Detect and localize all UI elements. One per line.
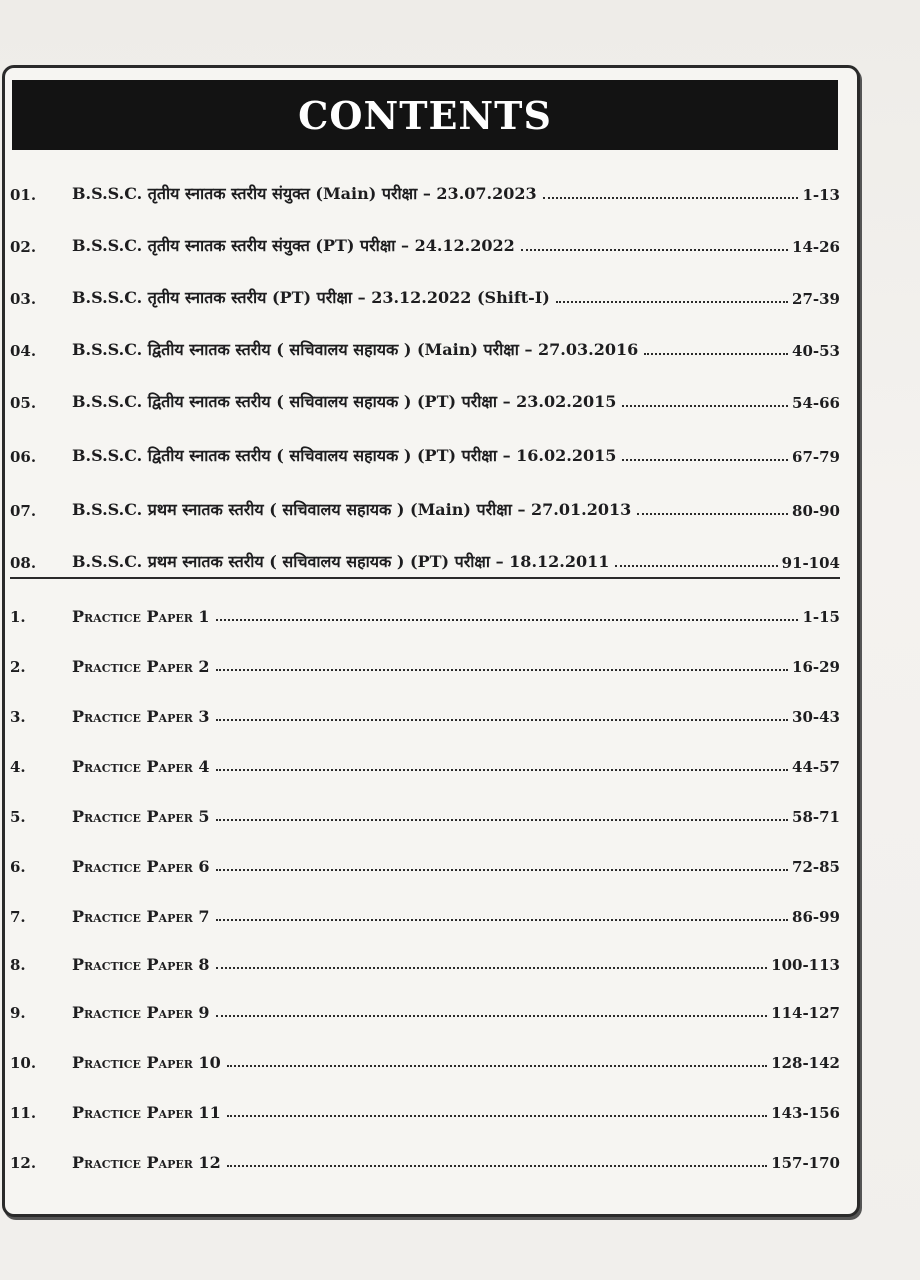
dot-leader: [216, 819, 788, 821]
toc-row-practice-3[interactable]: [10, 696, 840, 726]
toc-title: Practice Paper 10: [72, 1053, 221, 1072]
dot-leader: [227, 1065, 767, 1067]
page-title: CONTENTS: [298, 92, 552, 138]
toc-title: Practice Paper 3: [72, 707, 210, 726]
toc-title: Practice Paper 5: [72, 807, 210, 826]
toc-number: 07.: [10, 502, 37, 520]
toc-number: 4.: [10, 758, 26, 776]
toc-number: 05.: [10, 394, 37, 412]
dot-leader: [543, 197, 799, 199]
toc-number: 9.: [10, 1004, 26, 1022]
toc-pages: 72-85: [792, 858, 840, 876]
toc-title: Practice Paper 4: [72, 757, 210, 776]
toc-number: 1.: [10, 608, 26, 626]
toc-title: B.S.S.C. द्वितीय स्नातक स्तरीय ( सचिवालय सहायक ) (Main) परीक्षा – 27.03.2016: [72, 340, 639, 359]
toc-row-practice-11[interactable]: [10, 1092, 840, 1122]
toc-number: 01.: [10, 186, 37, 204]
dot-leader: [615, 565, 777, 567]
toc-number: 7.: [10, 908, 26, 926]
dot-leader: [216, 619, 799, 621]
toc-row-practice-10[interactable]: [10, 1042, 840, 1072]
section-divider: [10, 577, 840, 579]
dot-leader: [216, 919, 788, 921]
toc-number: 5.: [10, 808, 26, 826]
toc-pages: 100-113: [771, 956, 840, 974]
toc-row-practice-12[interactable]: [10, 1142, 840, 1172]
toc-number: 6.: [10, 858, 26, 876]
toc-title: B.S.S.C. द्वितीय स्नातक स्तरीय ( सचिवालय सहायक ) (PT) परीक्षा – 16.02.2015: [72, 446, 617, 465]
toc-pages: 157-170: [771, 1154, 840, 1172]
toc-title: B.S.S.C. तृतीय स्नातक स्तरीय संयुक्त (PT) परीक्षा – 24.12.2022: [72, 236, 515, 255]
toc-number: 10.: [10, 1054, 37, 1072]
dot-leader: [216, 669, 788, 671]
toc-number: 3.: [10, 708, 26, 726]
toc-row-exam-06[interactable]: [10, 436, 840, 466]
toc-row-exam-01[interactable]: [10, 174, 840, 204]
toc-pages: 86-99: [792, 908, 840, 926]
toc-number: 03.: [10, 290, 37, 308]
dot-leader: [216, 967, 768, 969]
contents-header: [12, 80, 838, 150]
toc-number: 06.: [10, 448, 37, 466]
toc-pages: 143-156: [771, 1104, 840, 1122]
toc-title: Practice Paper 6: [72, 857, 210, 876]
toc-row-practice-2[interactable]: [10, 646, 840, 676]
toc-pages: 16-29: [792, 658, 840, 676]
toc-row-exam-08[interactable]: [10, 542, 840, 572]
toc-pages: 114-127: [771, 1004, 840, 1022]
toc-row-practice-1[interactable]: [10, 596, 840, 626]
toc-pages: 14-26: [792, 238, 840, 256]
toc-row-practice-5[interactable]: [10, 796, 840, 826]
dot-leader: [556, 301, 788, 303]
toc-pages: 80-90: [792, 502, 840, 520]
toc-row-practice-8[interactable]: [10, 944, 840, 974]
dot-leader: [216, 719, 788, 721]
toc-number: 2.: [10, 658, 26, 676]
toc-pages: 54-66: [792, 394, 840, 412]
toc-title: B.S.S.C. द्वितीय स्नातक स्तरीय ( सचिवालय सहायक ) (PT) परीक्षा – 23.02.2015: [72, 392, 617, 411]
toc-row-exam-05[interactable]: [10, 382, 840, 412]
toc-title: Practice Paper 1: [72, 607, 210, 626]
dot-leader: [622, 405, 788, 407]
toc-number: 12.: [10, 1154, 37, 1172]
toc-title: B.S.S.C. प्रथम स्नातक स्तरीय ( सचिवालय सहायक ) (Main) परीक्षा – 27.01.2013: [72, 500, 632, 519]
toc-pages: 27-39: [792, 290, 840, 308]
toc-number: 11.: [10, 1104, 37, 1122]
toc-row-practice-9[interactable]: [10, 992, 840, 1022]
toc-title: Practice Paper 9: [72, 1003, 210, 1022]
dot-leader: [227, 1115, 767, 1117]
dot-leader: [216, 1015, 768, 1017]
toc-row-exam-04[interactable]: [10, 330, 840, 360]
toc-pages: 44-57: [792, 758, 840, 776]
toc-number: 8.: [10, 956, 26, 974]
toc-title: Practice Paper 11: [72, 1103, 221, 1122]
toc-pages: 128-142: [771, 1054, 840, 1072]
toc-title: Practice Paper 2: [72, 657, 210, 676]
toc-title: Practice Paper 12: [72, 1153, 221, 1172]
toc-title: B.S.S.C. प्रथम स्नातक स्तरीय ( सचिवालय सहायक ) (PT) परीक्षा – 18.12.2011: [72, 552, 610, 571]
toc-pages: 67-79: [792, 448, 840, 466]
toc-number: 08.: [10, 554, 37, 572]
toc-title: Practice Paper 8: [72, 955, 210, 974]
toc-title: B.S.S.C. तृतीय स्नातक स्तरीय संयुक्त (Main) परीक्षा – 23.07.2023: [72, 184, 537, 203]
dot-leader: [644, 353, 788, 355]
dot-leader: [637, 513, 788, 515]
toc-row-exam-03[interactable]: [10, 278, 840, 308]
toc-pages: 1-15: [802, 608, 840, 626]
toc-title: B.S.S.C. तृतीय स्नातक स्तरीय (PT) परीक्षा – 23.12.2022 (Shift-I): [72, 288, 550, 307]
dot-leader: [622, 459, 788, 461]
toc-pages: 30-43: [792, 708, 840, 726]
toc-title: Practice Paper 7: [72, 907, 210, 926]
toc-number: 04.: [10, 342, 37, 360]
toc-number: 02.: [10, 238, 37, 256]
toc-pages: 1-13: [802, 186, 840, 204]
toc-row-practice-7[interactable]: [10, 896, 840, 926]
toc-pages: 58-71: [792, 808, 840, 826]
dot-leader: [227, 1165, 767, 1167]
toc-row-exam-07[interactable]: [10, 490, 840, 520]
dot-leader: [216, 769, 788, 771]
toc-pages: 91-104: [781, 554, 840, 572]
toc-row-practice-6[interactable]: [10, 846, 840, 876]
dot-leader: [521, 249, 788, 251]
toc-pages: 40-53: [792, 342, 840, 360]
toc-row-practice-4[interactable]: [10, 746, 840, 776]
dot-leader: [216, 869, 788, 871]
toc-row-exam-02[interactable]: [10, 226, 840, 256]
